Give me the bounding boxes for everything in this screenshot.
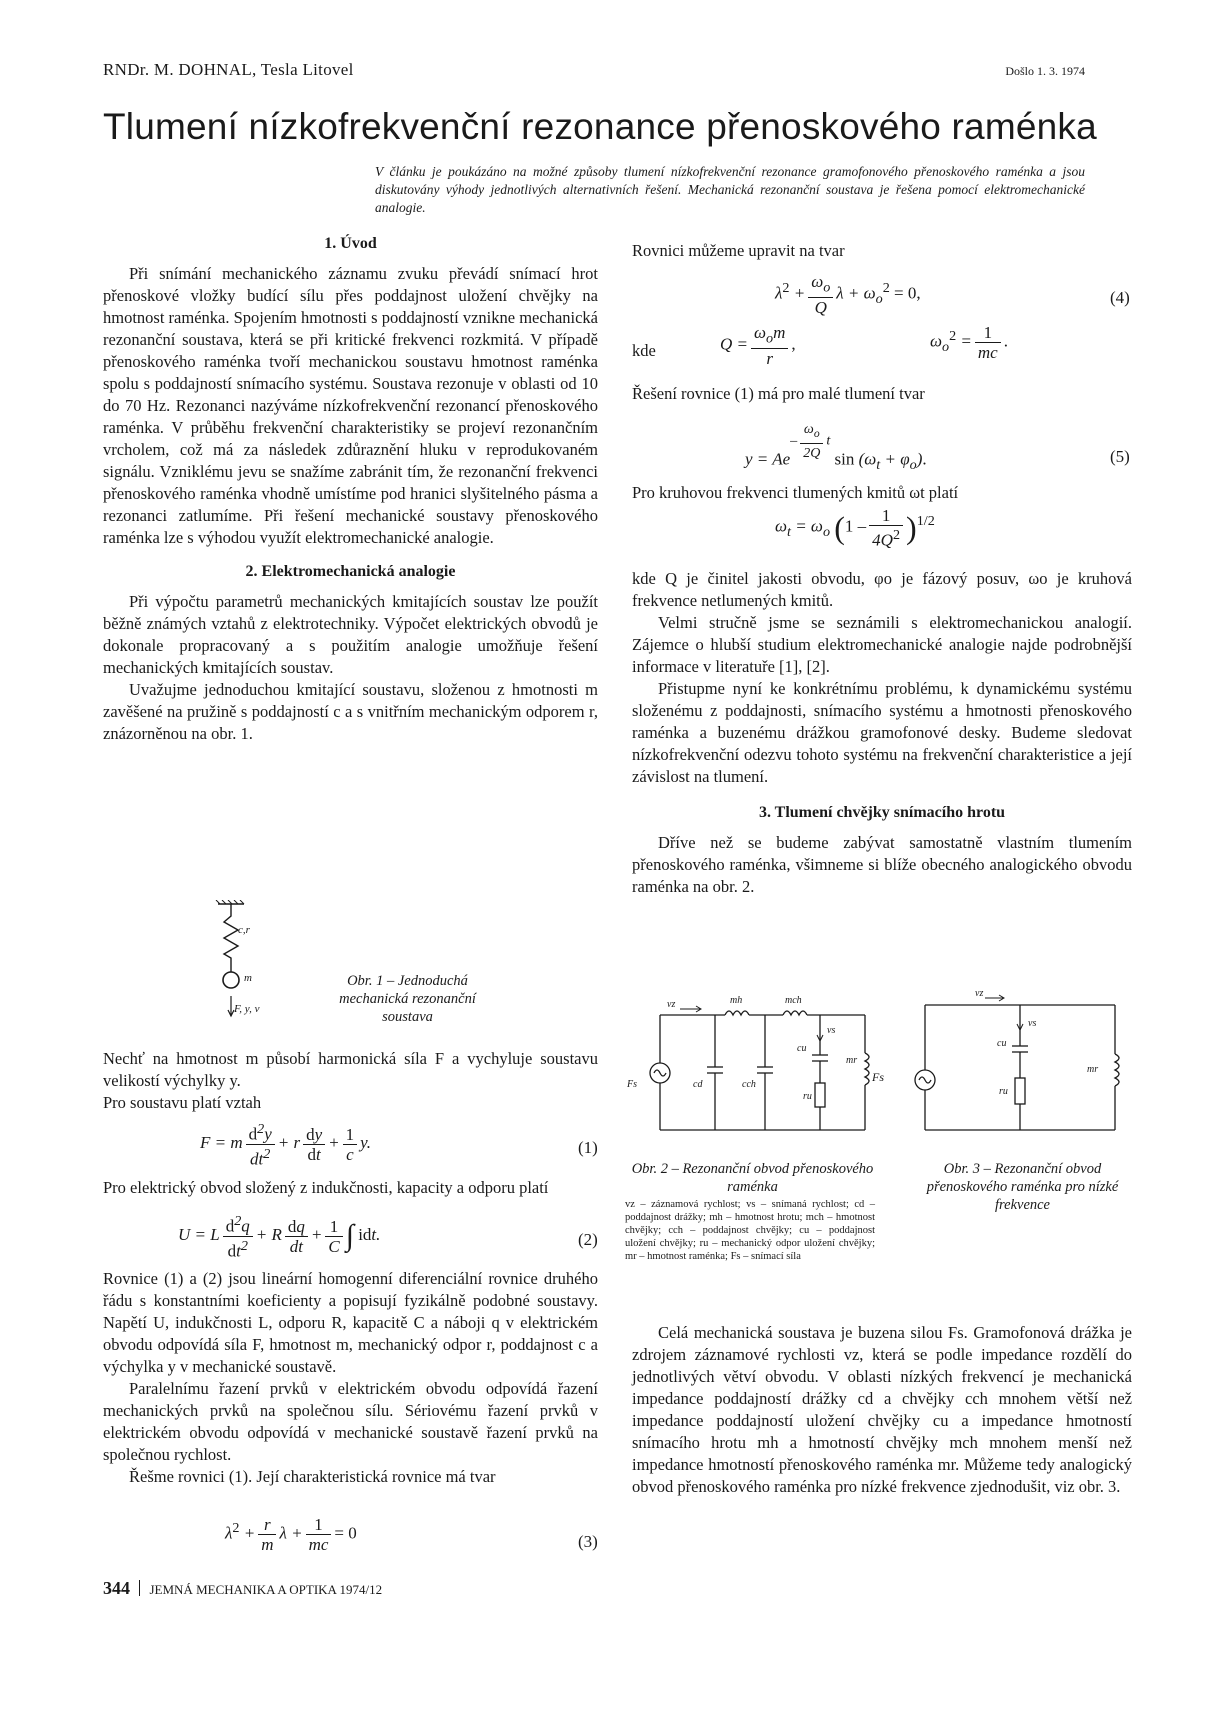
fig3-label-cu: cu bbox=[997, 1038, 1007, 1049]
figure-3-circuit bbox=[905, 990, 1135, 1150]
fig2-label-cch: cch bbox=[742, 1079, 756, 1090]
section-2-paragraph-2: Uvažujme jednoduchou kmitající soustavu, složenou z hmotnosti m zavěšené na pružině s poddajností c a s vnitřním mechanickým odporem r, znázorněnou na obr. 1. bbox=[103, 680, 598, 743]
paragraph-reseni: Řešení rovnice (1) má pro malé tlumení tvar bbox=[632, 384, 925, 403]
paragraph-eq12: Rovnice (1) a (2) jsou lineární homogenní diferenciální rovnice druhého řádu s konstantními koeficienty a popisují fyzikálně podobné soustavy. Napětí U, indukčnosti L, odporu R, kapacitě C a náboji q v elektrickém obvodu odpovídá síla F, hmotnost m, mechanický odpor r, poddajnost c a výchylka y v mechanické soustavě. bbox=[103, 1269, 598, 1376]
figure-1-label-cr: c,r bbox=[238, 924, 250, 936]
figure-2-legend: vz – záznamová rychlost; vs – snímaná rychlost; cd – poddajnost drážky; mh – hmotnost hrotu; mch – hmotnost chvějky; cch – poddajnost chvějky; cu – poddajnost uložení chvějky; ru – mechanický odpor uložení chvějky; mr – hmotnost raménka; Fs – snímací síla bbox=[625, 1199, 875, 1262]
left-column-top bbox=[103, 233, 598, 745]
fig3-label-vs: vs bbox=[1028, 1018, 1037, 1029]
paragraph-kruhova: Pro kruhovou frekvenci tlumených kmitů ωt platí bbox=[632, 483, 959, 502]
fig3-label-vz: vz bbox=[975, 990, 984, 999]
right-column-middle bbox=[632, 568, 1132, 898]
fig2-label-mh: mh bbox=[730, 995, 743, 1006]
figure-1-label-fyv: F, y, v bbox=[234, 1003, 260, 1015]
equation-2-number: (2) bbox=[578, 1230, 598, 1249]
right-column-bottom bbox=[632, 1322, 1132, 1498]
article-title: Tlumení nízkofrekvenční rezonance přenoskového raménka bbox=[103, 106, 1097, 147]
equation-3-number: (3) bbox=[578, 1532, 598, 1551]
paragraph-cela: Celá mechanická soustava je buzena silou Fs. Gramofonová drážka je zdrojem záznamové rychlosti vz, která se podle impedance rozdělí do jednotlivých větví obvodu. V oblasti nízkých frekvencí je mechanická impedance poddajností drážky cd a chvějky cch mnohem větší než impedance poddajností uložení chvějky cu a impedance hmotností snímacího hrotu mh a hmotností chvějky mch mnohem menší než impedance hmotností přenoskového raménka mr. Můžeme tedy analogický obvod přenoskového raménka pro nízké frekvence zjednodušit, viz obr. 3. bbox=[632, 1323, 1132, 1496]
abstract: V článku je poukázáno na možné způsoby tlumení nízkofrekvenční rezonance gramofonového přenoskového raménka a jsou diskutovány výhody jednotlivých alternativních řešení. Mechanická rezonanční soustava je řešena pomocí elektromechanické analogie. bbox=[375, 164, 1085, 215]
fig2-label-ru: ru bbox=[803, 1091, 812, 1102]
journal-name: JEMNÁ MECHANIKA A OPTIKA 1974/12 bbox=[149, 1582, 383, 1597]
figure-1-label-m: m bbox=[244, 972, 252, 984]
equation-5: $y = Ae^{- \frac{\omega_o}{2Q} t}$ $\sin (\omega_t + \varphi_o)$. bbox=[745, 422, 927, 474]
paragraph-upravit: Rovnici můžeme upravit na tvar bbox=[632, 241, 845, 260]
figure-2-circuit bbox=[625, 995, 885, 1155]
equation-4: $\lambda^2$ + $\frac{\omega_o}{Q}$ $\lambda + \omega_o^2 = 0$, bbox=[775, 272, 921, 318]
equation-q-definition: Q = $\frac{\omega_om}{r}$ , bbox=[720, 323, 796, 369]
equation-2: U = L $\frac{d^2q}{dt^2}$ + R $\frac{dq}{dt}$ + $\frac{1}{C}$ ∫ idt. bbox=[178, 1213, 381, 1261]
left-column-force bbox=[103, 1048, 598, 1114]
section-1-title: 1. Úvod bbox=[324, 235, 377, 252]
paragraph-solve: Řešme rovnici (1). Její charakteristická rovnice má tvar bbox=[129, 1467, 496, 1486]
left-column-bottom bbox=[103, 1268, 598, 1488]
equation-4-number: (4) bbox=[1110, 288, 1130, 307]
fig2-label-mr: mr bbox=[846, 1055, 858, 1066]
equation-1-number: (1) bbox=[578, 1138, 598, 1157]
paragraph-pristupme: Přistupme nyní ke konkrétnímu problému, k dynamickému systému složenému z poddajnosti, snímacího systému a hmotnosti přenoskového raménka a buzenému drážkou gramofonové desky. Budeme sledovat nízkofrekvenční odezvu tohoto systému na frekvenční charakteristice a její závislost na tlumení. bbox=[632, 679, 1132, 786]
fig3-label-mr: mr bbox=[1087, 1064, 1099, 1075]
fig2-label-vs: vs bbox=[827, 1025, 836, 1036]
fig2-label-mch: mch bbox=[785, 995, 802, 1006]
paragraph-electric: Pro elektrický obvod složený z indukčnosti, kapacity a odporu platí bbox=[103, 1178, 549, 1197]
paragraph-velmi: Velmi stručně jsme se seznámili s elektromechanickou analogií. Zájemce o hlubší studium elektromechanické analogie najde podrobnější informace v literatuře [1], [2]. bbox=[632, 613, 1132, 676]
left-column-electric bbox=[103, 1177, 598, 1199]
paragraph-q: kde Q je činitel jakosti obvodu, φo je fázový posuv, ωo je kruhová frekvence netlumených kmitů. bbox=[632, 569, 1132, 610]
section-3-title: 3. Tlumení chvějky snímacího hrotu bbox=[758, 804, 1006, 821]
page-number: 344 bbox=[103, 1578, 130, 1598]
section-1-paragraph: Při snímání mechanického záznamu zvuku převádí snímací hrot přenoskové vložky budící sílu přes poddajnost uložení chvějky na hmotnost raménka. Spojením hmotnosti s poddajností vznikne mechanická rezonanční soustava, která se při kritické frekvenci rozkmitá. V případě přenoskového raménka tvoří mechanickou soustavu hmotnost raménka spolu s poddajností snímacího systému. Soustava rezonuje v oblasti od 10 do 70 Hz. Rezonanci nazýváme nízkofrekvenční rezonancí přenoskového raménka. V průběhu frekvenční charakteristiky se projeví rezonančním vrcholem, což má za následek zdůraznění hluku v reprodukovaném signálu. Vzniklému jevu se snažíme zabránit tím, že rezonanční frekvenci přenoskového raménka vhodně umístíme pod hranici slyšitelného pásma a rezonanci zatlumíme. Při řešení mechanické soustavy přenoskového raménka lze s výhodou využít elektromechanické analogie. bbox=[103, 264, 598, 547]
fig2-label-vz: vz bbox=[667, 999, 676, 1010]
paragraph-parallel: Paralelnímu řazení prvků v elektrickém obvodu odpovídá řazení mechanických prvků na společnou sílu. Sériovému řazení prvků v elektrickém obvodu odpovídá v mechanické soustavě řazení prvků na společnou rychlost. bbox=[103, 1379, 598, 1464]
paragraph-force: Nechť na hmotnost m působí harmonická síla F a vychyluje soustavu velikostí výchylky y. bbox=[103, 1049, 598, 1090]
section-2-paragraph-1: Při výpočtu parametrů mechanických kmitajících soustav lze použít běžně známých vztahů z elektrotechniky. Výpočet elektrických obvodů je dokonale propracovaný a s použitím analogie umožňuje řešení mechanických kmitajících soustav. bbox=[103, 592, 598, 677]
equation-1: F = m $\frac{d^2y}{dt^2}$ + r $\frac{dy}{dt}$ + $\frac{1}{c}$ y. bbox=[200, 1121, 371, 1169]
right-column-kruh bbox=[632, 482, 1132, 504]
equation-omega-definition: $\omega_o^2$ = $\frac{1}{mc}$ . bbox=[930, 323, 1008, 362]
fig3-label-ru: ru bbox=[999, 1086, 1008, 1097]
equation-5-number: (5) bbox=[1110, 447, 1130, 466]
section-2-title: 2. Elektromechanická analogie bbox=[245, 563, 456, 580]
footer-divider bbox=[139, 1580, 140, 1596]
author-line: RNDr. M. DOHNAL, Tesla Litovel bbox=[103, 60, 354, 79]
fig2-label-cd: cd bbox=[693, 1079, 703, 1090]
section-3-paragraph: Dříve než se budeme zabývat samostatně vlastním tlumením přenoskového raménka, všimneme si blíže obecného analogického obvodu raménka na obr. 2. bbox=[632, 833, 1132, 896]
right-column-res bbox=[632, 383, 1132, 405]
fig2-label-fs-outer: Fs bbox=[872, 1070, 884, 1084]
fig2-label-fs: Fs bbox=[627, 1079, 637, 1090]
paragraph-relation: Pro soustavu platí vztah bbox=[103, 1093, 262, 1112]
right-column-top bbox=[632, 240, 1132, 262]
equation-omega-t: $\omega_t = \omega_o$ (1 – $\frac{1}{4Q^2}$ )$^{1/2}$ bbox=[775, 506, 935, 550]
equation-3: $\lambda^2$ + $\frac{r}{m}$ λ + $\frac{1}{mc}$ = 0 bbox=[225, 1515, 357, 1554]
kde-label: kde bbox=[632, 341, 656, 360]
figure-2-caption: Obr. 2 – Rezonanční obvod přenoskového raménka bbox=[631, 1161, 874, 1195]
page-footer bbox=[103, 1578, 382, 1599]
received-date: Došlo 1. 3. 1974 bbox=[1005, 64, 1085, 78]
figure-3-caption: Obr. 3 – Rezonanční obvod přenoskového raménka pro nízké frekvence bbox=[926, 1161, 1119, 1213]
figure-1-caption: Obr. 1 – Jednoduchá mechanická rezonanční soustava bbox=[339, 973, 476, 1025]
fig2-label-cu: cu bbox=[797, 1043, 807, 1054]
